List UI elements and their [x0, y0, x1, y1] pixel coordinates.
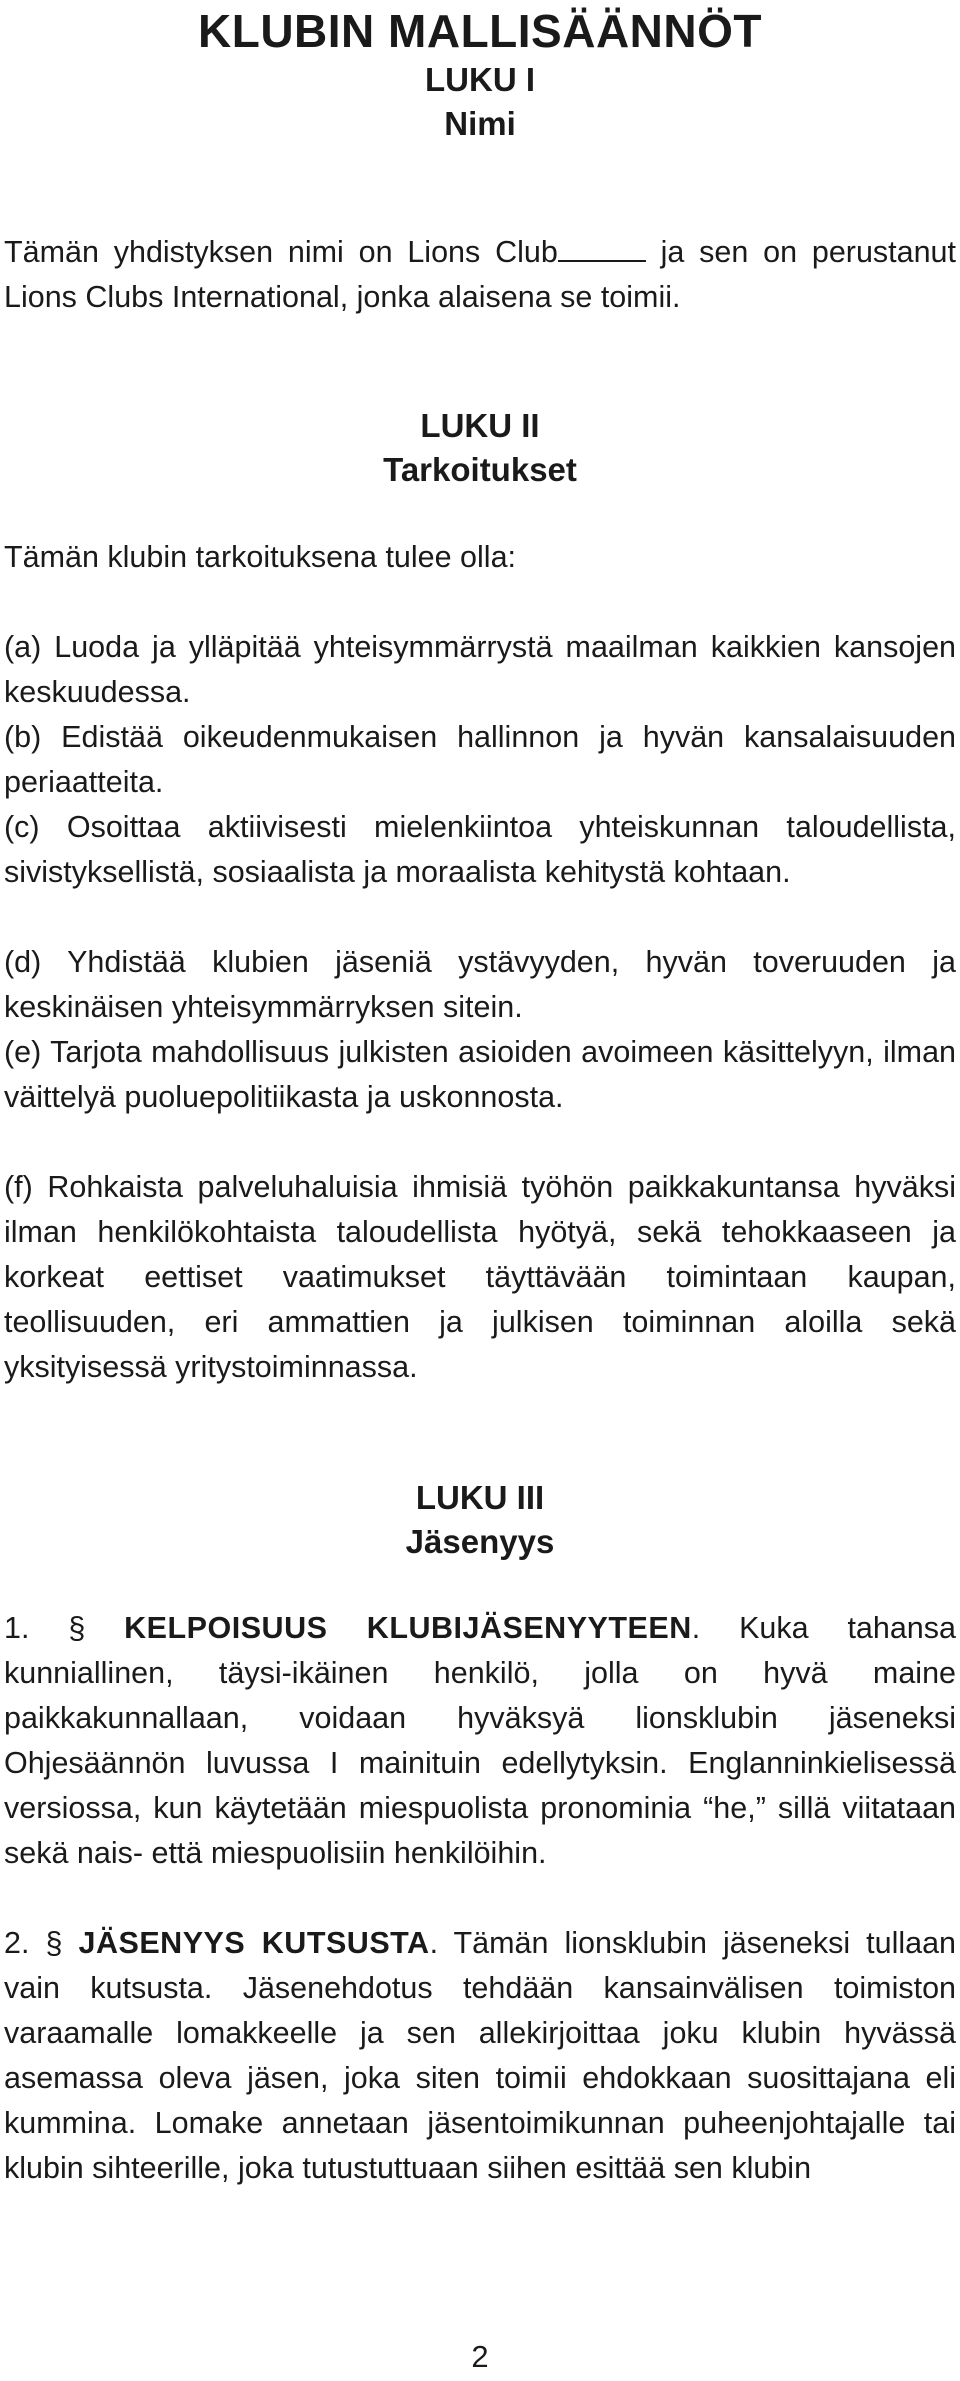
section-2-text: Tämän lionsklubin jäseneksi tullaan vain kutsusta. Jäsenehdotus tehdään kansainvälisen toimiston varaamalle lomakkeelle ja sen allekirjoittaa joku klubin hyvässä asemassa oleva jäsen, joka siten toimii ehdokkaan suosittajana eli kummina. Lomake annetaan jäsentoimikunnan puheenjohtajalle tai klubin sihteerille, joka tutustuttuaan siihen esittää sen klubin: [4, 1926, 957, 2185]
purpose-item-d: (d) Yhdistää klubien jäseniä ystävyyden, hyvän toveruuden ja keskinäisen yhteisymmärryksen sitein.: [4, 945, 956, 1024]
chapter-1-name: Nimi: [444, 105, 516, 142]
section-1-text: Kuka tahansa kunniallinen, täysi-ikäinen henkilö, jolla on hyvä maine paikkakunnallaan, voidaan hyväksyä lionsklubin jäseneksi Ohjesäännön luvussa I mainituin edellytyksin. Englanninkielisessä versiossa, kun käytetään miespuolista pronominia “he,” sillä viitataan sekä nais- että miespuolisiin henkilöihin.: [4, 1611, 956, 1870]
section-1-number: 1.: [4, 1611, 30, 1645]
section-2-title: JÄSENYYS KUTSUSTA: [78, 1926, 430, 1960]
purposes-intro: Tämän klubin tarkoituksena tulee olla:: [4, 540, 517, 574]
section-2-number: 2.: [4, 1926, 30, 1960]
chapter-1-paragraph: [4, 230, 956, 320]
purpose-item-a: (a) Luoda ja ylläpitää yhteisymmärrystä maailman kaikkien kansojen keskuudessa.: [4, 630, 956, 709]
section-1-symbol: §: [68, 1611, 86, 1645]
club-name-blank: [558, 236, 646, 262]
chapter-2-number: LUKU II: [420, 407, 540, 444]
purpose-item-f: (f) Rohkaista palveluhaluisia ihmisiä työhön paikkakuntansa hyväksi ilman henkilökohtaista taloudellista hyötyä, sekä tehokkaaseen ja korkeat eettiset vaatimukset täyttävään toimintaan kaupan, teollisuuden, eri ammattien ja julkisen toiminnan aloilla sekä yksityisessä yritystoiminnassa.: [4, 1170, 956, 1384]
purpose-item-c: (c) Osoittaa aktiivisesti mielenkiintoa yhteiskunnan taloudellista, sivistyksellistä, sosiaalista ja moraalista kehitystä kohtaan.: [4, 810, 956, 889]
chapter-2-name: Tarkoitukset: [383, 451, 577, 488]
section-2-paragraph: 2. § JÄSENYYS KUTSUSTA. Tämän lionsklubin jäseneksi tullaan vain kutsusta. Jäsenehdotus tehdään kansainvälisen toimiston varaamalle lomakkeelle ja sen allekirjoittaa joku klubin hyvässä asemassa oleva jäsen, joka siten toimii ehdokkaan suosittajana eli kummina. Lomake annetaan jäsentoimikunnan puheenjohtajalle tai klubin sihteerille, joka tutustuttuaan siihen esittää sen klubin: [4, 1926, 957, 2185]
document-title: KLUBIN MALLISÄÄNNÖT: [198, 5, 762, 57]
chapter-1-number: LUKU I: [425, 61, 535, 98]
chapter-3-name: Jäsenyys: [405, 1523, 555, 1560]
club-name-text-cont: ja sen on perustanut Lions Clubs International, jonka alaisena se toimii.: [4, 235, 956, 314]
purpose-item-e: (e) Tarjota mahdollisuus julkisten asioiden avoimeen käsittelyyn, ilman väittelyä puoluepolitiikasta ja uskonnosta.: [4, 1035, 956, 1114]
section-1-title: KELPOISUUS KLUBIJÄSENYYTEEN: [124, 1611, 692, 1645]
purpose-item-b: (b) Edistää oikeudenmukaisen hallinnon ja hyvän kansalaisuuden periaatteita.: [4, 720, 956, 799]
chapter-3-number: LUKU III: [415, 1479, 545, 1516]
section-1-paragraph: 1. § KELPOISUUS KLUBIJÄSENYYTEEN. Kuka tahansa kunniallinen, täysi-ikäinen henkilö, jolla on hyvä maine paikkakunnallaan, voidaan hyväksyä lionsklubin jäseneksi Ohjesäännön luvussa I mainituin edellytyksin. Englanninkielisessä versiossa, kun käytetään miespuolista pronominia “he,” sillä viitataan sekä nais- että miespuolisiin henkilöihin.: [4, 1611, 956, 1870]
section-2-symbol: §: [45, 1926, 63, 1960]
page-number: 2: [471, 2339, 489, 2374]
club-name-text: Tämän yhdistyksen nimi on Lions Club: [4, 235, 558, 269]
